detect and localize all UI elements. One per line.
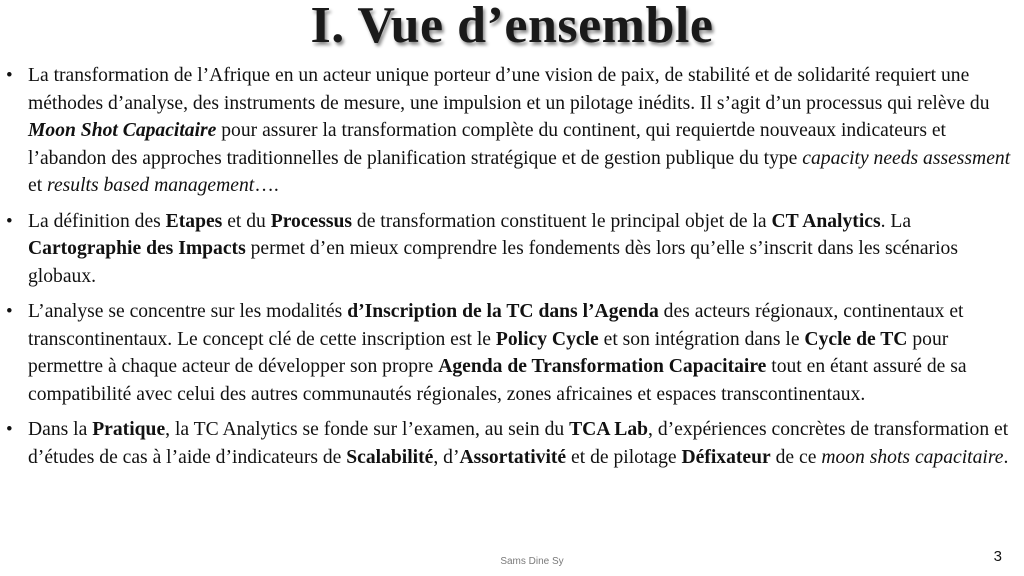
slide-title: I. Vue d’ensemble xyxy=(310,0,714,54)
bullet-text: et son intégration dans le xyxy=(598,328,805,350)
bullet-text: La transformation de l’Afrique en un acteur unique porteur d’une vision de paix, de stabilité et de solidarité requiert une méthodes d’analyse, des instruments de mesure, une impulsion et un pilotage inédits. Il s’agit d’un processus qui relève du xyxy=(28,65,990,114)
bullet-text: . xyxy=(1003,446,1009,468)
bullet-emphasis-text: Pratique xyxy=(92,419,166,440)
bullet-emphasis-text: d’Inscription de la TC dans l’Agenda xyxy=(347,301,659,322)
bullet-item xyxy=(6,208,1016,291)
bullet-emphasis-text: Assortativité xyxy=(459,446,567,468)
bullet-text: , d’expériences concrètes de transformation et d’études de cas à l’aide d’indicateurs de xyxy=(28,419,1009,468)
bullet-text: . La xyxy=(880,210,912,232)
bullet-emphasis-text: Etapes xyxy=(165,210,223,232)
bullet-text: et du xyxy=(222,210,271,232)
bullet-text: pour assurer la transformation complète du continent, qui requiertde nouveaux indicateurs et l’abandon des approches traditionnelles de planification stratégique et de gestion publique du type xyxy=(28,120,946,169)
bullet-text: Dans la xyxy=(28,419,93,440)
bullet-emphasis-text: Moon Shot Capacitaire xyxy=(28,120,217,141)
bullet-text: …. xyxy=(254,175,279,196)
bullet-text: La définition des xyxy=(28,210,166,232)
bullet-emphasis-text: Policy Cycle xyxy=(495,328,599,350)
bullet-list xyxy=(6,62,1016,479)
bullet-emphasis-text: results based management xyxy=(47,175,255,196)
page-number: 3 xyxy=(993,548,1002,565)
bullet-emphasis-text: Processus xyxy=(270,210,353,232)
bullet-emphasis-text: TCA Lab xyxy=(569,419,649,440)
bullet-item xyxy=(6,298,1016,408)
bullet-item xyxy=(6,62,1016,200)
footer-author: Sams Dine Sy xyxy=(500,556,564,567)
bullet-emphasis-text: Défixateur xyxy=(681,446,771,468)
bullet-emphasis-text: Cycle de TC xyxy=(804,328,908,350)
bullet-text: pour permettre à chaque acteur de développer son propre xyxy=(28,328,949,377)
bullet-text: et de pilotage xyxy=(566,446,682,468)
bullet-text: des acteurs régionaux, continentaux et transcontinentaux. Le concept clé de cette inscription est le xyxy=(28,301,964,350)
bullet-emphasis-text: Cartographie des Impacts xyxy=(28,238,246,259)
bullet-emphasis-text: capacity needs assessment xyxy=(802,147,1011,169)
bullet-text: , d’ xyxy=(433,446,460,468)
bullet-text: de ce xyxy=(770,446,822,468)
bullet-item xyxy=(6,416,1016,471)
bullet-text: L’analyse se concentre sur les modalités xyxy=(28,301,348,322)
bullet-text: et xyxy=(28,175,48,196)
bullet-text: de transformation constituent le principal objet de la xyxy=(352,210,772,232)
bullet-emphasis-text: CT Analytics xyxy=(771,210,881,232)
bullet-text: permet d’en mieux comprendre les fondements dès lors qu’elle s’inscrit dans les scénarios globaux. xyxy=(28,238,958,287)
bullet-text: , la TC Analytics se fonde sur l’examen, au sein du xyxy=(165,419,570,440)
bullet-emphasis-text: moon shots capacitaire xyxy=(821,446,1004,468)
bullet-text: tout en étant assuré de sa compatibilité avec celui des autres communautés régionales, zones africaines et espaces transcontinentaux. xyxy=(28,356,967,405)
bullet-emphasis-text: Scalabilité xyxy=(346,446,434,468)
bullet-emphasis-text: Agenda de Transformation Capacitaire xyxy=(438,356,767,377)
